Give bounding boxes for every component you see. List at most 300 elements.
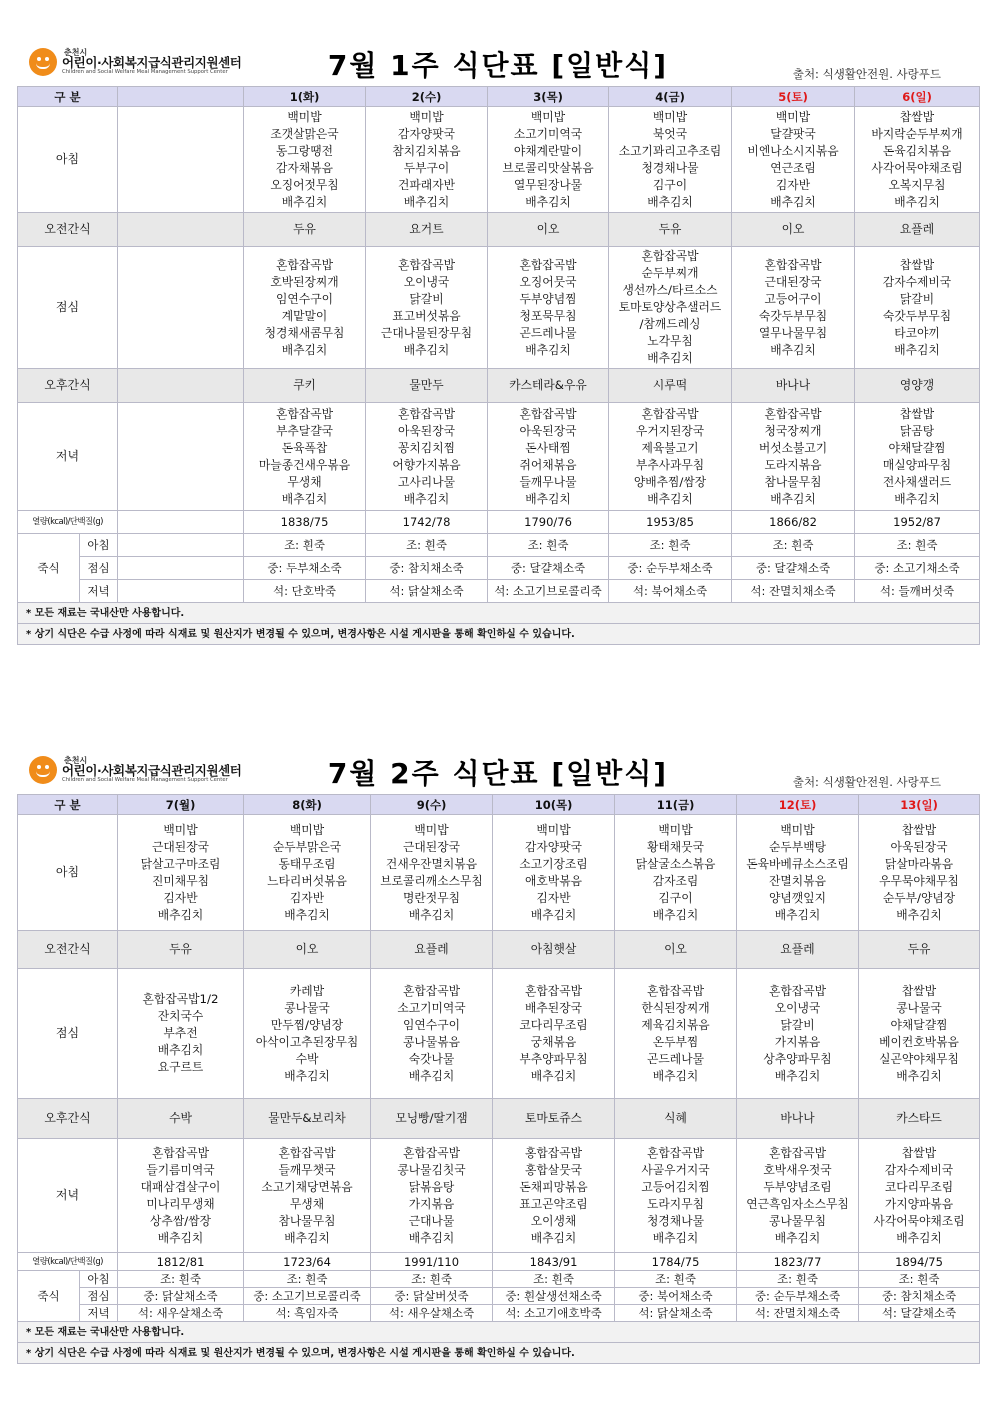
breakfast-cell: [859, 815, 980, 931]
pm-snack-cell: 바나나: [732, 369, 855, 403]
menu-item: 혼합잡곡밥: [276, 406, 333, 421]
porridge-cell: 석: 잔멸치채소죽: [737, 1305, 859, 1322]
menu-item: 감자수제비국: [884, 1162, 954, 1177]
menu-item: 조갯살맑은국: [270, 126, 339, 141]
menu-item: 배추김치: [408, 1230, 455, 1245]
menu-item: 배추김치: [525, 491, 571, 506]
logo-city: 춘천시: [64, 48, 88, 58]
porridge-cell: 조: 흰죽: [488, 534, 609, 557]
menu-item: 숙갓나물: [408, 1051, 455, 1066]
porridge-row: [18, 557, 980, 580]
source-text: 출처: 식생활안전원. 사랑푸드: [792, 775, 941, 789]
kcal-cell: 1790/76: [488, 511, 609, 534]
menu-item: 배추김치: [284, 1068, 330, 1083]
menu-item: 근대나물된장무침: [380, 325, 473, 340]
breakfast-cell: [732, 107, 855, 213]
menu-item: 청경채나물: [647, 1213, 704, 1228]
note-text: * 상기 식단은 수급 사정에 따라 식재료 및 원산지가 변경될 수 있으며, 변경사항은 시설 게시판을 통해 확인하실 수 있습니다.: [18, 1343, 980, 1364]
menu-item: 배추김치: [774, 1068, 821, 1083]
menu-item: 혼합잡곡밥: [398, 406, 455, 421]
menu-item: 계맡말이: [281, 308, 328, 323]
porridge-cell: 석: 새우살채소죽: [371, 1305, 493, 1322]
porridge-cell: 조: 흰죽: [371, 1271, 493, 1288]
kcal-cell: 1838/75: [244, 511, 366, 534]
kcal-cell: 1823/77: [737, 1253, 859, 1271]
menu-item: 야채달걀찜: [890, 1017, 948, 1032]
menu-item: 백미밥: [536, 822, 571, 837]
menu-item: 소고기채당면볶음: [261, 1179, 353, 1194]
note-text: * 상기 식단은 수급 사정에 따라 식재료 및 원산지가 변경될 수 있으며, 변경사항은 시설 게시판을 통해 확인하실 수 있습니다.: [18, 624, 980, 645]
day-header: 13(일): [859, 795, 980, 815]
menu-item: 백미밥: [409, 109, 444, 124]
menu-item: 배추김치: [408, 907, 455, 922]
table-header-row: [18, 795, 980, 815]
row-label: 오후간식: [18, 369, 118, 403]
row-label: 점심: [18, 969, 118, 1099]
menu-item: 양념깻잎지: [769, 890, 826, 905]
menu-item: 두부양념찜: [519, 291, 577, 306]
lunch-cell: [244, 247, 366, 369]
row-label: 저녁: [18, 1139, 118, 1253]
menu-item: 김구이: [658, 890, 693, 905]
menu-item: 찹쌀밥: [901, 983, 937, 998]
menu-item: 배추김치: [647, 351, 693, 365]
menu-item: 두부구이: [403, 160, 450, 175]
am-snack-cell: 요플레: [737, 931, 859, 969]
am-snack-cell: 아침햇살: [493, 931, 615, 969]
porridge-cell: 중: 소고기채소죽: [855, 557, 980, 580]
breakfast-cell: [737, 815, 859, 931]
porridge-row: [18, 580, 980, 603]
dinner-cell: [118, 1139, 244, 1253]
menu-item: 소고기장조림: [519, 856, 588, 871]
sheet-header: [17, 40, 979, 86]
day-header: 4(금): [609, 87, 732, 107]
menu-item: 애호박볶음: [525, 873, 582, 888]
menu-item: 감자양팟국: [525, 839, 582, 854]
porridge-row: [18, 534, 980, 557]
pm-snack-cell: 카스타드: [859, 1099, 980, 1139]
menu-item: 감자채볶음: [276, 160, 333, 175]
menu-item: 혼합잡곡밥: [769, 1145, 826, 1160]
porridge-cell: 조: 흰죽: [732, 534, 855, 557]
menu-item: 잔치국수: [157, 1009, 204, 1023]
am-snack-cell: 요플레: [371, 931, 493, 969]
lunch-row: [18, 247, 980, 369]
menu-item: 배추김치: [530, 1068, 577, 1083]
menu-item: 배추김치: [403, 194, 450, 209]
menu-item: 돈육폭찹: [281, 440, 328, 455]
am-snack-cell: 요플레: [855, 213, 980, 247]
porridge-cell: 중: 달걀채소죽: [732, 557, 855, 580]
dinner-cell: [244, 1139, 371, 1253]
day-header: 10(목): [493, 795, 615, 815]
kcal-cell: 1952/87: [855, 511, 980, 534]
porridge-cell: 석: 잔멸치채소죽: [732, 580, 855, 603]
menu-item: 백미밥: [530, 109, 566, 124]
menu-item: 찹쌀밥: [899, 109, 935, 124]
menu-item: 김구이: [652, 177, 688, 192]
menu-item: 아삭이고추된장무침: [255, 1034, 359, 1049]
menu-item: 찹쌀밥: [901, 822, 937, 837]
am-snack-cell: 이오: [732, 213, 855, 247]
menu-item: 브로콜리깨소스무침: [380, 873, 483, 888]
menu-item: 비엔나소시지볶음: [747, 143, 839, 158]
menu-item: 참나물무침: [764, 474, 822, 489]
kcal-row: [18, 1253, 980, 1271]
menu-item: 건파래자반: [398, 177, 455, 192]
menu-item: 도라지볶음: [764, 457, 822, 472]
porridge-cell: 조: 흰죽: [244, 534, 366, 557]
pm-snack-cell: 수박: [118, 1099, 244, 1139]
menu-item: 혼합잡곡밥: [647, 1145, 704, 1160]
dinner-cell: [366, 403, 488, 511]
menu-item: 사각어묵야채조림: [871, 160, 963, 175]
menu-item: 배추김치: [284, 1230, 330, 1245]
menu-item: 만두찜/양념장: [270, 1017, 344, 1032]
kcal-row: [18, 511, 980, 534]
menu-item: 배추김치: [647, 194, 693, 209]
note-row: [18, 624, 980, 645]
menu-item: 백미밥: [658, 822, 693, 837]
menu-item: 오징어젓무침: [270, 177, 339, 192]
menu-item: 아욱된장국: [519, 423, 577, 438]
lunch-cell: [859, 969, 980, 1099]
menu-item: 배추김치: [647, 491, 693, 506]
menu-item: 돈육김치볶음: [882, 143, 952, 158]
menu-sheet-week2: [17, 748, 979, 1364]
menu-item: 달걀팟국: [770, 126, 816, 141]
menu-item: 배추김치: [770, 342, 816, 357]
menu-item: 배추김치: [157, 1230, 204, 1245]
menu-item: 소고기미역국: [397, 1000, 466, 1015]
menu-item: 상추쌈/쌈장: [150, 1213, 211, 1228]
porridge-cell: 석: 달걀채소죽: [859, 1305, 980, 1322]
logo-org-name: 어린이·사회복지급식관리지원센터: [62, 763, 242, 779]
lunch-cell: [244, 969, 371, 1099]
menu-item: 닭살마라볶음: [884, 856, 954, 871]
day-header: 11(금): [615, 795, 737, 815]
am-snack-cell: 두유: [118, 931, 244, 969]
porridge-sub-label: 저녁: [80, 580, 118, 603]
note-text: * 모든 재료는 국내산만 사용합니다.: [18, 1322, 980, 1343]
menu-item: 아욱된장국: [890, 839, 948, 854]
source-text: 출처: 식생활안전원. 사랑푸드: [792, 67, 941, 81]
menu-item: 야채달걀찜: [888, 440, 946, 455]
menu-item: 고등어구이: [764, 291, 822, 306]
menu-item: 온두부찜: [652, 1034, 699, 1049]
dinner-cell: [493, 1139, 615, 1253]
porridge-sub-label: 점심: [80, 1288, 118, 1305]
menu-item: 혼합잡곡밥: [647, 983, 704, 998]
menu-item: 백미밥: [652, 109, 688, 124]
dinner-cell: [737, 1139, 859, 1253]
menu-item: 배추김치: [530, 907, 577, 922]
menu-item: 콩나물김칫국: [397, 1162, 466, 1177]
menu-item: 임연수구이: [276, 291, 333, 306]
row-label: 죽식: [18, 1271, 80, 1322]
dinner-cell: [371, 1139, 493, 1253]
am-snack-cell: 두유: [244, 213, 366, 247]
porridge-cell: 조: 흰죽: [855, 534, 980, 557]
day-header: 2(수): [366, 87, 488, 107]
menu-item: 콩나물국: [284, 1000, 330, 1015]
row-label: 열량(kcal)/단백질(g): [18, 511, 118, 534]
menu-item: 배추김치: [530, 1230, 577, 1245]
menu-item: 가지볶음: [774, 1034, 821, 1049]
menu-item: 배추김치: [894, 342, 940, 357]
pm-snack-cell: 카스테라&우유: [488, 369, 609, 403]
menu-item: 요구르트: [157, 1060, 204, 1074]
menu-item: 배추김치: [652, 1230, 699, 1245]
porridge-cell: 중: 두부채소죽: [244, 557, 366, 580]
dinner-cell: [488, 403, 609, 511]
logo-org-name: 어린이·사회복지급식관리지원센터: [62, 55, 242, 71]
menu-item: 연근조림: [770, 160, 816, 175]
lunch-cell: [366, 247, 488, 369]
menu-item: 돈채피망볶음: [519, 1179, 588, 1194]
menu-item: 무생채: [287, 474, 322, 489]
menu-item: 혼합잡곡밥: [398, 257, 455, 272]
menu-item: 닭살고구마조림: [140, 856, 221, 871]
porridge-cell: 석: 단호박죽: [244, 580, 366, 603]
pm-snack-cell: 식혜: [615, 1099, 737, 1139]
menu-item: 명란젓무침: [403, 890, 460, 905]
pm-snack-cell: 바나나: [737, 1099, 859, 1139]
row-label: 오후간식: [18, 1099, 118, 1139]
kcal-cell: 1866/82: [732, 511, 855, 534]
menu-item: 돈육바베큐소스조림: [746, 856, 849, 871]
menu-item: 제육김치볶음: [641, 1017, 710, 1032]
logo-english-name: Children and Social Welfare Meal Management Support Center: [62, 68, 228, 75]
menu-item: 소고기미역국: [513, 126, 583, 141]
menu-item: 혼합잡곡밥: [152, 1145, 209, 1160]
porridge-cell: 석: 소고기애호박죽: [493, 1305, 615, 1322]
menu-item: 호박된장찌개: [270, 274, 339, 289]
row-label: 오전간식: [18, 213, 118, 247]
menu-item: 들깨무챗국: [278, 1162, 336, 1177]
menu-table: [17, 86, 980, 645]
menu-item: 김자반: [536, 890, 571, 905]
lunch-cell: [118, 969, 244, 1099]
logo-english-name: Children and Social Welfare Meal Management Support Center: [62, 776, 228, 783]
porridge-sub-label: 저녁: [80, 1305, 118, 1322]
menu-item: 황태채뭇국: [647, 839, 704, 854]
menu-item: 표고버섯볶음: [392, 308, 461, 323]
menu-item: 부추양파무침: [519, 1051, 588, 1066]
kcal-cell: 1953/85: [609, 511, 732, 534]
menu-item: 브로콜리맛살볶음: [502, 160, 594, 175]
am-snack-row: [18, 931, 980, 969]
lunch-cell: [737, 969, 859, 1099]
header-label: 구 분: [18, 795, 118, 815]
menu-item: 배추김치: [284, 907, 330, 922]
am-snack-cell: 이오: [244, 931, 371, 969]
menu-item: 북엇국: [652, 126, 688, 141]
note-text: * 모든 재료는 국내산만 사용합니다.: [18, 603, 980, 624]
menu-item: 한식된장찌개: [641, 1000, 710, 1015]
menu-item: 근대된장국: [764, 274, 822, 289]
dinner-cell: [732, 403, 855, 511]
breakfast-row: [18, 815, 980, 931]
sheet-header: [17, 748, 979, 794]
menu-item: 홍합잡곡밥: [525, 1145, 582, 1160]
porridge-cell: 중: 닭살버섯죽: [371, 1288, 493, 1305]
menu-item: 도라지무침: [647, 1196, 704, 1211]
menu-item: 숙갓두부무침: [882, 308, 952, 323]
menu-item: 순두부백탕: [769, 839, 826, 854]
lunch-cell: [615, 969, 737, 1099]
kcal-cell: 1843/91: [493, 1253, 615, 1271]
menu-item: 건새우잔멸치볶음: [385, 856, 478, 871]
menu-item: 배추김치: [403, 342, 450, 357]
breakfast-cell: [493, 815, 615, 931]
menu-item: 오이생채: [530, 1213, 577, 1228]
menu-item: 배추김치: [896, 1230, 942, 1245]
menu-item: 참나물무침: [278, 1213, 336, 1228]
menu-item: 대패삼겹살구이: [140, 1179, 221, 1194]
menu-item: 청경채새콤무침: [264, 325, 345, 340]
porridge-cell: 조: 흰죽: [615, 1271, 737, 1288]
porridge-sub-label: 아침: [80, 1271, 118, 1288]
menu-item: 배추김치: [652, 1068, 699, 1083]
breakfast-row: [18, 107, 980, 213]
lunch-row: [18, 969, 980, 1099]
am-snack-row: [18, 213, 980, 247]
menu-item: 배추김치: [525, 194, 571, 209]
am-snack-cell: 이오: [615, 931, 737, 969]
breakfast-cell: [118, 815, 244, 931]
menu-item: 참치김치볶음: [392, 143, 461, 158]
breakfast-cell: [371, 815, 493, 931]
menu-item: 배추김치: [896, 1068, 942, 1083]
menu-item: 코다리무조림: [519, 1017, 588, 1032]
porridge-cell: 중: 소고기브로콜리죽: [244, 1288, 371, 1305]
menu-item: 감자조림: [652, 873, 699, 888]
menu-item: 배추김치: [408, 1068, 455, 1083]
menu-table: [17, 794, 980, 1364]
porridge-cell: 중: 달걀채소죽: [488, 557, 609, 580]
porridge-cell: 조: 흰죽: [493, 1271, 615, 1288]
menu-item: 토마토양상추샐러드: [618, 300, 722, 314]
menu-item: 백미밥: [163, 822, 198, 837]
menu-item: 혼합잡곡밥: [278, 1145, 336, 1160]
menu-item: 콩나물국: [896, 1000, 942, 1015]
porridge-cell: 석: 흑임자죽: [244, 1305, 371, 1322]
menu-item: 혼합잡곡밥: [764, 257, 822, 272]
row-label: 아침: [18, 107, 118, 213]
menu-item: 배추김치: [894, 491, 940, 506]
menu-item: 닭곰탕: [899, 423, 935, 438]
pm-snack-cell: 물만두: [366, 369, 488, 403]
porridge-cell: 조: 흰죽: [859, 1271, 980, 1288]
kcal-cell: 1894/75: [859, 1253, 980, 1271]
menu-item: 열무나물무침: [758, 325, 828, 340]
menu-item: 혼합잡곡밥1/2: [142, 992, 219, 1006]
menu-item: 감자수제비국: [882, 274, 952, 289]
page-title: 7월 1주 식단표 [일반식]: [327, 49, 669, 82]
breakfast-cell: [615, 815, 737, 931]
porridge-cell: 중: 참치채소죽: [366, 557, 488, 580]
kcal-cell: 1723/64: [244, 1253, 371, 1271]
day-header: 5(토): [732, 87, 855, 107]
menu-item: 임연수구이: [403, 1017, 460, 1032]
kcal-cell: 1991/110: [371, 1253, 493, 1271]
am-snack-cell: 두유: [859, 931, 980, 969]
menu-item: 사골우거지국: [641, 1162, 710, 1177]
menu-item: 표고곤약조림: [519, 1196, 588, 1211]
menu-item: 사각어묵야채조림: [873, 1213, 965, 1228]
day-header: 8(화): [244, 795, 371, 815]
menu-item: 궁채볶음: [530, 1034, 577, 1049]
menu-item: 오징어뭇국: [519, 274, 577, 289]
menu-item: 쥐어채볶음: [519, 457, 577, 472]
dinner-cell: [609, 403, 732, 511]
menu-item: 고사리나물: [398, 474, 455, 489]
pm-snack-cell: 시루떡: [609, 369, 732, 403]
menu-item: 우거지된장국: [635, 423, 705, 438]
menu-item: 우무묵야채무침: [879, 873, 959, 888]
pm-snack-cell: 영양갱: [855, 369, 980, 403]
porridge-cell: 석: 들깨버섯죽: [855, 580, 980, 603]
note-row: [18, 603, 980, 624]
menu-item: 버섯소불고기: [758, 440, 828, 455]
menu-item: 닭갈비: [409, 291, 444, 306]
day-header: 7(월): [118, 795, 244, 815]
menu-item: 동그랑땡전: [276, 143, 333, 158]
day-header: 12(토): [737, 795, 859, 815]
menu-item: 배추김치: [403, 491, 450, 506]
pm-snack-cell: 모닝빵/딸기잼: [371, 1099, 493, 1139]
dinner-cell: [855, 403, 980, 511]
row-label: 오전간식: [18, 931, 118, 969]
menu-item: 김자반: [289, 890, 325, 905]
breakfast-cell: [855, 107, 980, 213]
am-snack-cell: 이오: [488, 213, 609, 247]
menu-item: 오이냉국: [774, 1000, 821, 1015]
am-snack-cell: 두유: [609, 213, 732, 247]
menu-item: 백미밥: [775, 109, 811, 124]
menu-item: 순두부찌개: [641, 266, 699, 280]
menu-item: 콩나물무침: [769, 1213, 826, 1228]
menu-item: 야채계란말이: [513, 143, 583, 158]
dinner-row: [18, 1139, 980, 1253]
pm-snack-cell: 물만두&보리차: [244, 1099, 371, 1139]
lunch-cell: [732, 247, 855, 369]
menu-item: 잔멸치볶음: [769, 873, 826, 888]
menu-item: 마늘종건새우볶음: [258, 457, 351, 472]
menu-item: 김자반: [163, 890, 198, 905]
breakfast-cell: [366, 107, 488, 213]
breakfast-cell: [488, 107, 609, 213]
porridge-cell: 석: 닭살채소죽: [366, 580, 488, 603]
menu-item: 소고기꽈리고추조림: [618, 143, 722, 158]
day-header: 1(화): [244, 87, 366, 107]
menu-item: 코다리무조림: [884, 1179, 954, 1194]
menu-item: 배추김치: [774, 1230, 821, 1245]
menu-item: 어향가지볶음: [392, 457, 461, 472]
row-label: 저녁: [18, 403, 118, 511]
row-label: 죽식: [18, 534, 80, 603]
lunch-cell: [609, 247, 732, 369]
menu-item: 카레밥: [289, 983, 325, 998]
menu-item: 무생채: [289, 1196, 325, 1211]
menu-item: 동태무조림: [278, 856, 336, 871]
menu-item: 혼합잡곡밥: [769, 983, 826, 998]
porridge-cell: 중: 북어채소죽: [615, 1288, 737, 1305]
menu-item: 양배추찜/쌈장: [633, 474, 707, 489]
porridge-cell: 조: 흰죽: [609, 534, 732, 557]
